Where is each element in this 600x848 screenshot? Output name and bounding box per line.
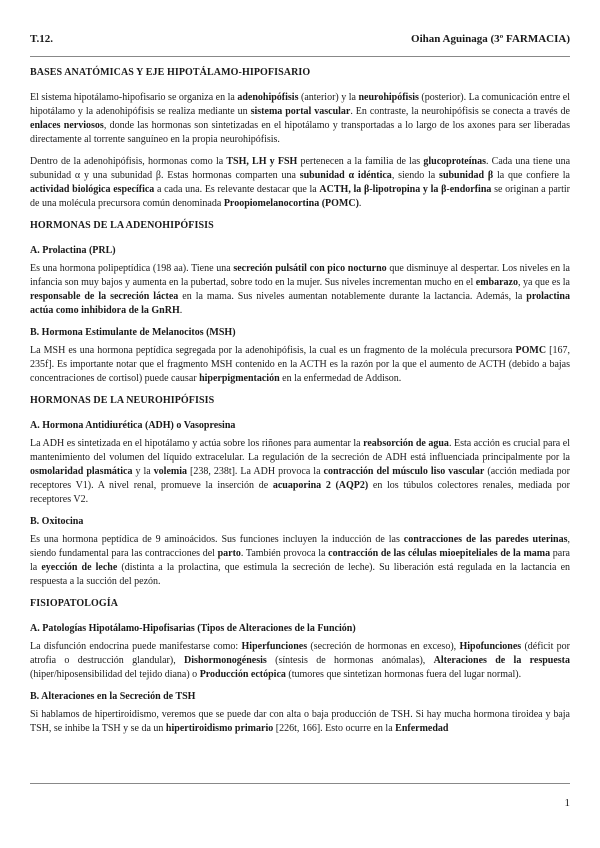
paragraph-patologias: La disfunción endocrina puede manifestarse como: Hiperfunciones (secreción de hormonas en exceso), Hipofunciones (déficit por atrofia o destrucción glandular), Dishormonogénesis (síntesis de hormonas anómalas), Alteraciones de la respuesta (hiper/hiposensibilidad del tejido diana) o Producción ectópica (tumores que sintetizan hormonas fuera del lugar normal).: [30, 641, 571, 680]
topic-label: T.12.: [30, 33, 54, 45]
author-label: Oihan Aguinaga (3º FARMACIA): [411, 33, 570, 45]
subsection-title-prl: A. Prolactina (PRL): [30, 245, 116, 256]
subsection-title-adh: A. Hormona Antidiurética (ADH) o Vasopresina: [30, 420, 236, 431]
page-header: [30, 33, 570, 45]
document-body: [30, 63, 570, 744]
paragraph-bases-2: Dentro de la adenohipófisis, hormonas como la TSH, LH y FSH pertenecen a la familia de las glucoproteínas. Cada una tiene una subunidad α y una subunidad β. Estas hormonas comparten una subunidad α idéntica, siendo la subunidad β la que confiere la actividad biológica específica a cada una. Es relevante destacar que la ACTH, la β-lipotropina y la β-endorfina se originan a partir de una molécula precursora común denominada Proopiomelanocortina (POMC).: [30, 156, 571, 209]
paragraph-oxitocina: Es una hormona peptídica de 9 aminoácidos. Sus funciones incluyen la inducción de las contracciones de las paredes uterinas, siendo fundamental para las contracciones del parto. También provoca la contracción de las células mioepiteliales de la mama para la eyección de leche (distinta a la prolactina, que estimula la secreción de leche). Su liberación está regulada en la lactancia en respuesta a la succión del pezón.: [30, 534, 571, 587]
header-divider: [30, 56, 570, 57]
page-number: 1: [564, 797, 570, 809]
subsection-title-tsh: B. Alteraciones en la Secreción de TSH: [30, 691, 196, 702]
section-title-adeno: HORMONAS DE LA ADENOHIPÓFISIS: [30, 220, 214, 231]
subsection-title-oxitocina: B. Oxitocina: [30, 516, 84, 527]
paragraph-adh: La ADH es sintetizada en el hipotálamo y actúa sobre los riñones para aumentar la reabsorción de agua. Esta acción es crucial para el mantenimiento del volumen del líquido extracelular. La regulación de la secreción de ADH está influenciada principalmente por la osmolaridad plasmática y la volemia [238, 238t]. La ADH provoca la contracción del músculo liso vascular (acción mediada por receptores V1). A nivel renal, promueve la inserción de acuaporina 2 (AQP2) en los túbulos colectores renales, mediada por receptores V2.: [30, 438, 570, 505]
paragraph-prl: Es una hormona polipeptídica (198 aa). Tiene una secreción pulsátil con pico nocturno que disminuye al despertar. Los niveles en la infancia son muy bajos y aumenta en la pubertad, sobre todo en la mujer. Sus niveles incrementan mucho en el embarazo, ya que es la responsable de la secreción láctea en la mama. Sus niveles aumentan notablemente durante la lactancia. Además, la prolactina actúa como inhibidora de la GnRH.: [30, 263, 570, 316]
subsection-title-msh: B. Hormona Estimulante de Melanocitos (MSH): [30, 327, 236, 338]
section-title-neuro: HORMONAS DE LA NEUROHIPÓFISIS: [30, 395, 215, 406]
section-title-bases: BASES ANATÓMICAS Y EJE HIPOTÁLAMO-HIPOFISARIO: [30, 67, 311, 78]
footer-divider: [30, 783, 570, 784]
paragraph-tsh: Si hablamos de hipertiroidismo, veremos que se puede dar con alta o baja producción de TSH. Si hay mucha hormona tiroidea y baja TSH, se inhibe la TSH y se da un hipertiroidismo primario [226t, 166]. Esto ocurre en la Enfermedad: [30, 709, 570, 734]
subsection-title-patologias: A. Patologías Hipotálamo-Hipofisarias (Tipos de Alteraciones de la Función): [30, 623, 356, 634]
section-title-fisio: FISIOPATOLOGÍA: [30, 598, 119, 609]
paragraph-bases-1: El sistema hipotálamo-hipofisario se organiza en la adenohipófisis (anterior) y la neurohipófisis (posterior). La comunicación entre el hipotálamo y la adenohipófisis se realiza mediante un sistema portal vascular. En contraste, la neurohipófisis se conecta a través de enlaces nerviosos, donde las hormonas son sintetizadas en el hipotálamo y transportadas a lo largo de los axones para ser liberadas directamente al torrente sanguíneo en la propia neurohipófisis.: [30, 92, 571, 145]
paragraph-msh: La MSH es una hormona peptídica segregada por la adenohipófisis, la cual es un fragmento de la molécula precursora POMC [167, 235f]. Es importante notar que el fragmento MSH contenido en la ACTH es la razón por la que el aumento de ACTH (debido a bajas concentraciones de cortisol) puede causar hiperpigmentación en la enfermedad de Addison.: [30, 345, 570, 384]
